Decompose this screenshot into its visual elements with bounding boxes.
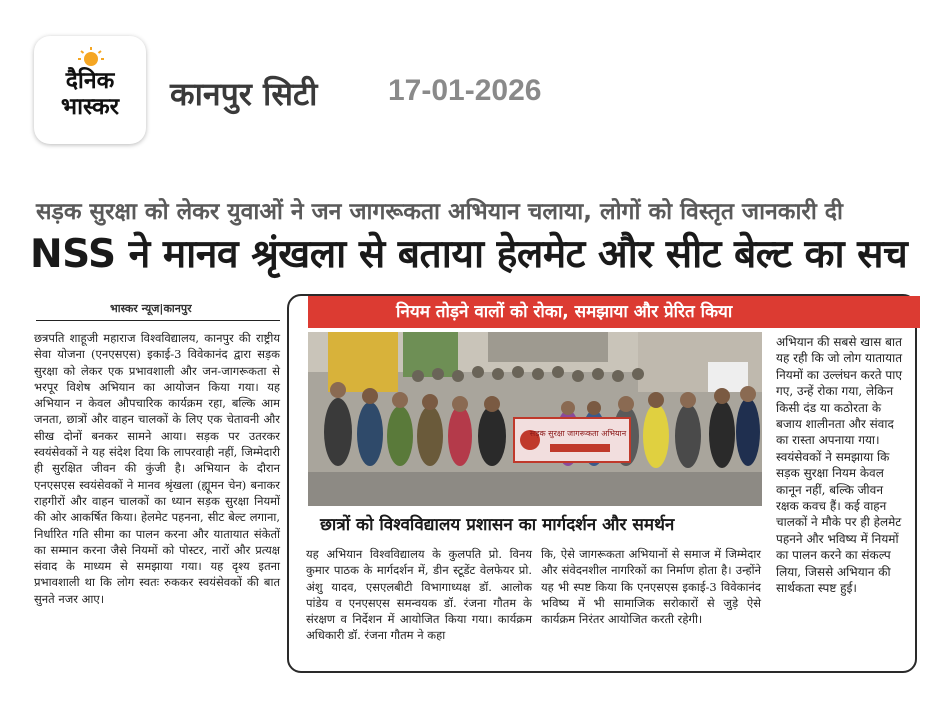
byline-divider — [36, 320, 280, 321]
edition-city: कानपुर सिटी — [170, 75, 318, 113]
sub-headline: सड़क सुरक्षा को लेकर युवाओं ने जन जागरूकता अभियान चलाया, लोगों को विस्तृत जानकारी दी — [36, 199, 843, 225]
sun-icon — [78, 46, 104, 68]
logo-line-1: दैनिक — [65, 68, 115, 94]
red-banner-headline: नियम तोड़ने वालों को रोका, समझाया और प्रेरित किया — [308, 296, 920, 328]
byline: भास्कर न्यूज|कानपुर — [110, 302, 192, 315]
dainik-bhaskar-logo — [34, 36, 146, 144]
photo-banner-text: सड़क सुरक्षा जागरूकता अभियान — [529, 429, 627, 438]
article-column-3: कि, ऐसे जागरूकता अभियानों से समाज में जिम्मेदार और संवेदनशील नागरिकों का निर्माण होता है। उन्होंने यह भी स्पष्ट किया कि एनएसएस इकाई-3 विवेकानंद भविष्य में भी सामाजिक सरोकारों से जुड़े ऐसे कार्यक्रम निरंतर आयोजित करती रहेगी। — [541, 547, 761, 627]
section-subheadline: छात्रों को विश्वविद्यालय प्रशासन का मार्गदर्शन और समर्थन — [320, 515, 675, 535]
article-column-2: यह अभियान विश्वविद्यालय के कुलपति प्रो. विनय कुमार पाठक के मार्गदर्शन में, डीन स्टूडेंट वेलफेयर प्रो. अंशु यादव, एसएलबीटी विभागाध्यक्ष डॉ. आलोक पांडेय व एनएसएस समन्वयक डॉ. रंजना गौतम के संरक्षण व निर्देशन में आयोजित किया गया। कार्यक्रम अधिकारी डॉ. रंजना गौतम ने कहा — [306, 547, 532, 643]
logo-line-2: भास्कर — [60, 94, 120, 120]
event-photo — [308, 332, 762, 506]
human-chain-photo — [308, 332, 762, 506]
article-column-4: अभियान की सबसे खास बात यह रही कि जो लोग यातायात नियमों का उल्लंघन करते पाए गए, उन्हें रोका गया, लेकिन किसी दंड या कठोरता के बजाय शालीनता और संवाद का रास्ता अपनाया गया। स्वयंसेवकों ने समझाया कि सड़क सुरक्षा नियम केवल कानून नहीं, बल्कि जीवन रक्षक कवच हैं। कई वाहन चालकों ने मौके पर ही हेलमेट पहनने और भविष्य में नियमों का पालन करने का संकल्प लिया, जिससे अभियान की सार्थकता स्पष्ट हुई। — [776, 335, 903, 596]
main-headline: NSS ने मानव श्रृंखला से बताया हेलमेट और सीट बेल्ट का सच — [30, 232, 908, 277]
article-column-1: छत्रपति शाहूजी महाराज विश्वविद्यालय, कानपुर की राष्ट्रीय सेवा योजना (एनएसएस) इकाई-3 विवेकानंद द्वारा सड़क सुरक्षा को लेकर एक प्रभावशाली और जन-जागरूकता से भरपूर विशेष अभियान का आयोजन किया गया। यह अभियान न केवल औपचारिक कार्यक्रम रहा, बल्कि आम जनता, छात्रों और वाहन चालकों के लिए एक चेतावनी और सीख दोनों बनकर सामने आया। सड़क पर उतरकर स्वयंसेवकों ने यह संदेश दिया कि लापरवाही नहीं, जिम्मेदारी ही सुरक्षित जीवन की कुंजी है। अभियान के दौरान एनएसएस स्वयंसेवकों ने मानव श्रृंखला (ह्यूमन चेन) बनाकर राहगीरों और वाहन चालकों का ध्यान सड़क सुरक्षा नियमों की ओर आकर्षित किया। हेलमेट पहनना, सीट बेल्ट लगाना, निर्धारित गति सीमा का पालन करना और यातायात संकेतों का सम्मान करना जैसे नियमों को पोस्टर, नारों और प्रत्यक्ष संवाद के माध्यम से समझाया गया। यह दृश्य इतना प्रभावशाली था कि लोग स्वतः रुककर स्वयंसेवकों की बात सुनते नजर आए। — [34, 331, 280, 606]
edition-date: 17-01-2026 — [388, 74, 542, 107]
clipping-header — [0, 0, 931, 160]
